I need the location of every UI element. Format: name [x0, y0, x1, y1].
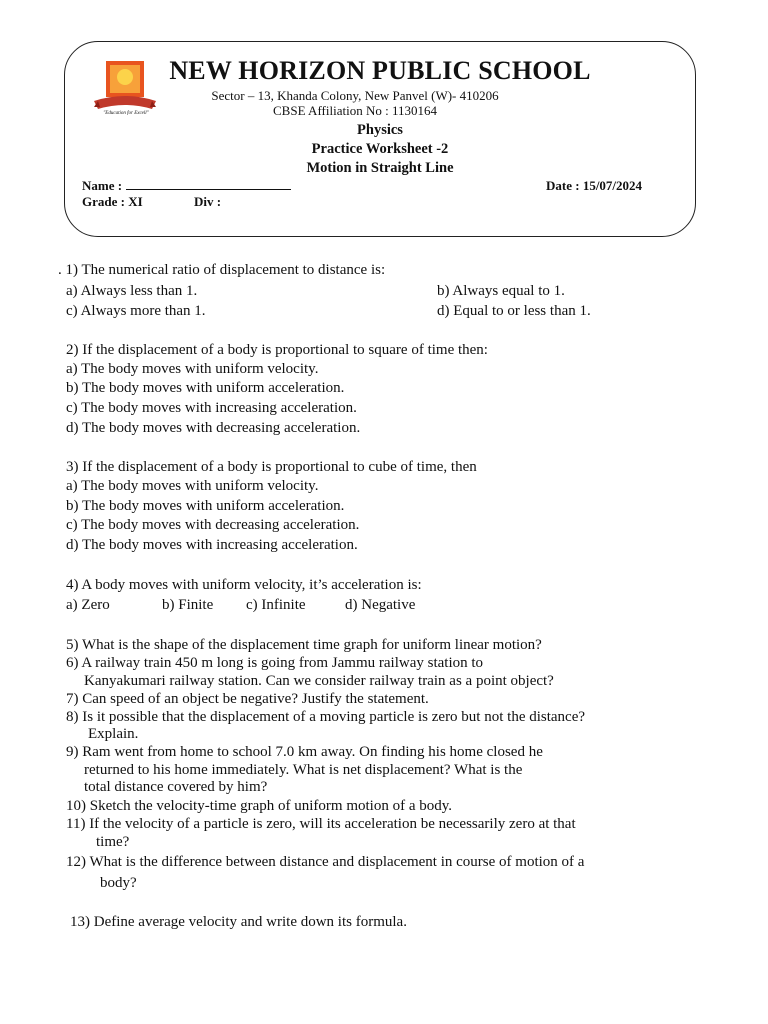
subject-title: Physics: [357, 122, 403, 138]
question-1-option-b: b) Always equal to 1.: [437, 283, 565, 299]
question-11-line-2: time?: [96, 834, 130, 850]
question-8-line-2: Explain.: [88, 726, 139, 742]
school-name: NEW HORIZON PUBLIC SCHOOL: [169, 56, 591, 85]
question-6-line-1: 6) A railway train 450 m long is going from Jammu railway station to: [66, 655, 484, 671]
question-4-option-a: a) Zero: [66, 597, 110, 613]
question-3-option-a: a) The body moves with uniform velocity.: [66, 478, 319, 494]
question-8-line-1: 8) Is it possible that the displacement of a moving particle is zero but not the distance?: [66, 709, 586, 725]
school-address: Sector – 13, Khanda Colony, New Panvel (W)- 410206: [211, 88, 499, 103]
name-field: [82, 178, 291, 194]
question-4-option-c: c) Infinite: [246, 597, 306, 613]
question-1-option-c: c) Always more than 1.: [66, 303, 206, 319]
grade-label: Grade : XI: [82, 194, 143, 209]
question-9-line-2: returned to his home immediately. What is net displacement? What is the: [84, 762, 523, 778]
question-3-option-b: b) The body moves with uniform acceleration.: [66, 498, 345, 514]
question-3-option-c: c) The body moves with decreasing acceleration.: [66, 517, 360, 533]
question-2-option-b: b) The body moves with uniform acceleration.: [66, 380, 345, 396]
question-1: . 1) The numerical ratio of displacement to distance is:: [58, 262, 386, 278]
question-7: 7) Can speed of an object be negative? Justify the statement.: [66, 691, 429, 707]
question-10: 10) Sketch the velocity-time graph of uniform motion of a body.: [66, 798, 453, 814]
div-label: Div :: [194, 194, 222, 209]
question-9-line-3: total distance covered by him?: [84, 779, 268, 795]
question-12-line-2: body?: [100, 875, 137, 891]
question-11-line-1: 11) If the velocity of a particle is zero, will its acceleration be necessarily zero at that: [66, 816, 576, 832]
question-6-line-2: Kanyakumari railway station. Can we consider railway train as a point object?: [84, 673, 554, 689]
question-4-option-b: b) Finite: [162, 597, 214, 613]
question-12-line-1: 12) What is the difference between distance and displacement in course of motion of a: [66, 854, 585, 870]
question-2: 2) If the displacement of a body is proportional to square of time then:: [66, 342, 488, 358]
question-2-option-a: a) The body moves with uniform velocity.: [66, 361, 319, 377]
name-blank-line: [126, 178, 291, 190]
topic-title: Motion in Straight Line: [306, 160, 454, 176]
logo-motto: "Education for Excell": [103, 111, 149, 116]
question-13: 13) Define average velocity and write down its formula.: [70, 914, 407, 930]
question-3: 3) If the displacement of a body is proportional to cube of time, then: [66, 459, 477, 475]
question-1-option-d: d) Equal to or less than 1.: [437, 303, 591, 319]
question-2-option-d: d) The body moves with decreasing acceleration.: [66, 420, 361, 436]
date-label: Date : 15/07/2024: [546, 178, 643, 193]
question-1-option-a: a) Always less than 1.: [66, 283, 198, 299]
question-3-option-d: d) The body moves with increasing acceleration.: [66, 537, 358, 553]
question-9-line-1: 9) Ram went from home to school 7.0 km away. On finding his home closed he: [66, 744, 543, 760]
worksheet-title: Practice Worksheet -2: [311, 141, 449, 157]
question-5: 5) What is the shape of the displacement time graph for uniform linear motion?: [66, 637, 542, 653]
name-label: Name :: [82, 178, 123, 193]
question-2-option-c: c) The body moves with increasing acceleration.: [66, 400, 357, 416]
cbse-affiliation: CBSE Affiliation No : 1130164: [273, 103, 437, 118]
question-4-option-d: d) Negative: [345, 597, 416, 613]
question-4: 4) A body moves with uniform velocity, it’s acceleration is:: [66, 577, 422, 593]
